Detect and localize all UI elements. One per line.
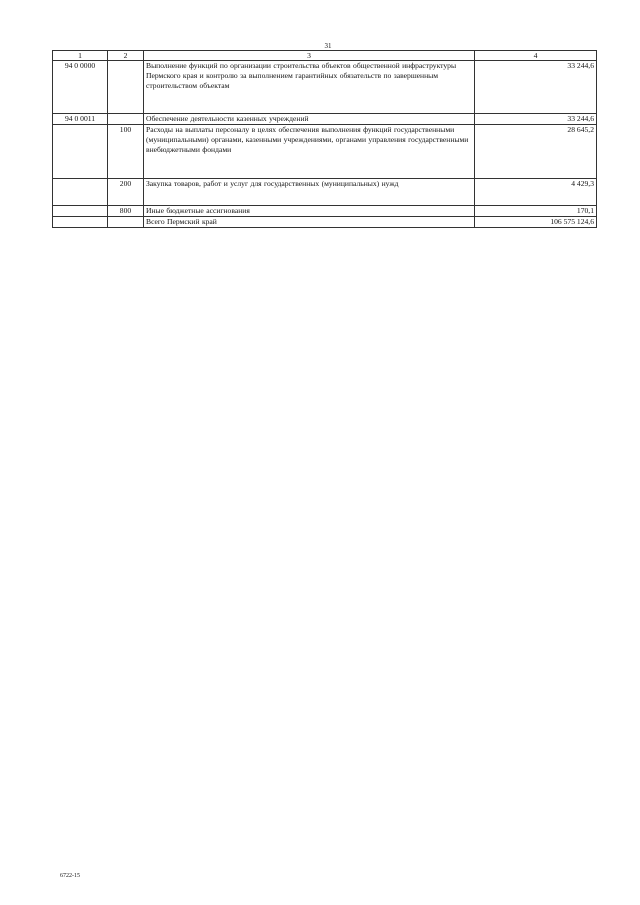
header-col-3: 3	[144, 51, 475, 61]
header-col-1: 1	[53, 51, 108, 61]
table-row	[53, 61, 597, 114]
table-row-total	[53, 216, 597, 227]
row-code	[53, 125, 108, 179]
table-header-row	[53, 51, 597, 61]
row-code	[53, 206, 108, 217]
header-col-2: 2	[108, 51, 144, 61]
table-row	[53, 206, 597, 217]
row-name: Выполнение функций по организации строительства объектов общественной инфраструктуры Пермского края и контролю за выполнением гарантийных обязательств по завершенным строительством объектам	[144, 61, 475, 114]
row-name: Иные бюджетные ассигнования	[144, 206, 475, 217]
row-code: 94 0 0011	[53, 114, 108, 125]
row-type	[108, 61, 144, 114]
table-row	[53, 125, 597, 179]
row-code	[53, 216, 108, 227]
header-col-4: 4	[475, 51, 597, 61]
table-row	[53, 179, 597, 206]
page-number: 31	[324, 42, 332, 50]
row-code: 94 0 0000	[53, 61, 108, 114]
row-amount: 33 244,6	[475, 114, 597, 125]
row-type: 200	[108, 179, 144, 206]
row-amount: 170,1	[475, 206, 597, 217]
row-name: Закупка товаров, работ и услуг для государственных (муниципальных) нужд	[144, 179, 475, 206]
row-type: 100	[108, 125, 144, 179]
table-row	[53, 114, 597, 125]
row-name: Всего Пермский край	[144, 216, 475, 227]
row-name: Расходы на выплаты персоналу в целях обеспечения выполнения функций государственными (муниципальными) органами, казенными учреждениями, органами управления государственными внебюджетными фондами	[144, 125, 475, 179]
row-code	[53, 179, 108, 206]
row-amount: 4 429,3	[475, 179, 597, 206]
row-type	[108, 114, 144, 125]
row-name: Обеспечение деятельности казенных учреждений	[144, 114, 475, 125]
row-type	[108, 216, 144, 227]
budget-table	[52, 50, 597, 228]
row-amount: 33 244,6	[475, 61, 597, 114]
document-code: 6722-15	[60, 873, 80, 879]
row-amount: 106 575 124,6	[475, 216, 597, 227]
row-amount: 28 645,2	[475, 125, 597, 179]
row-type: 800	[108, 206, 144, 217]
